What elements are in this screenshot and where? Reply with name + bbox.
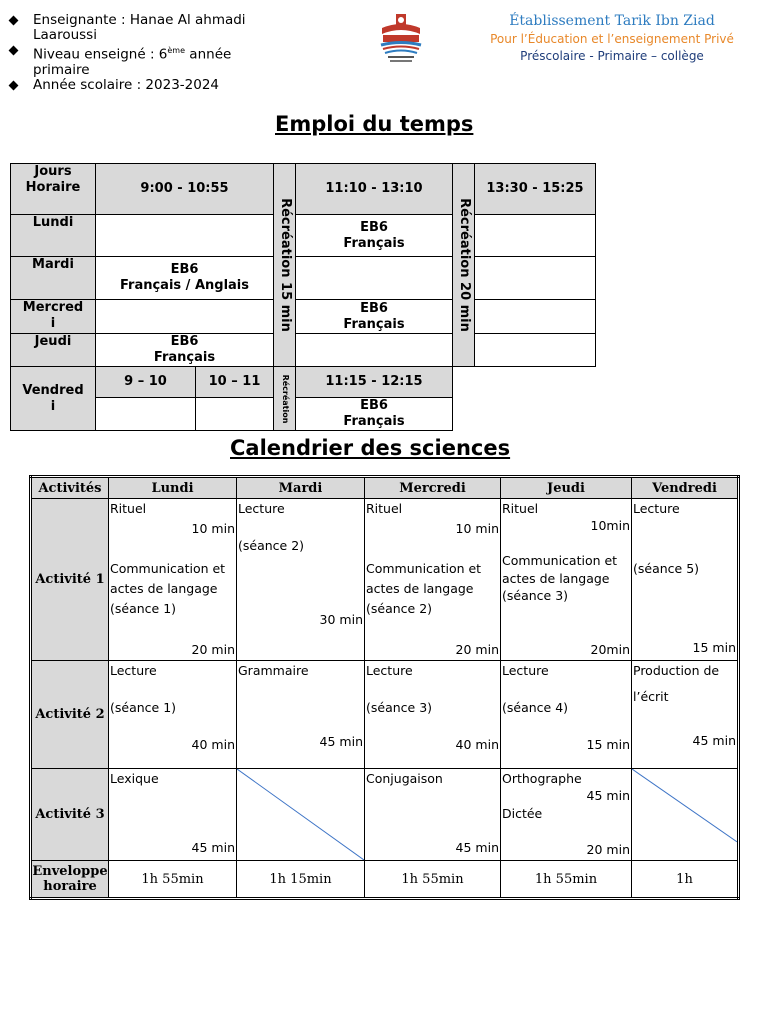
a3-wed-d1: 45 min xyxy=(455,840,499,855)
a3-thu-d2: 20 min xyxy=(586,842,630,857)
corner-jours: Jours xyxy=(34,164,72,179)
envelope-jeudi: 1h 55min xyxy=(501,861,632,899)
school-logo-icon xyxy=(378,14,424,70)
activity-3-row xyxy=(31,769,739,861)
header-mercredi: Mercredi xyxy=(365,477,501,499)
corner-header xyxy=(11,164,96,215)
a3-mon-d1: 45 min xyxy=(191,840,235,855)
a2-wed-t2: (séance 3) xyxy=(366,700,433,715)
a2-tue-d1: 45 min xyxy=(319,734,363,749)
cell-jeudi-2 xyxy=(296,334,453,367)
a1-thu-t3: actes de langage xyxy=(502,571,610,586)
envelope-vendredi: 1h xyxy=(632,861,739,899)
info-year xyxy=(10,78,280,93)
a1-mon-t4: (séance 1) xyxy=(110,601,177,616)
a3-thu-d1: 45 min xyxy=(586,788,630,803)
envelope-label-1: Enveloppe xyxy=(32,864,108,879)
a2-mardi xyxy=(237,661,365,769)
cell-mardi-2 xyxy=(296,257,453,300)
envelope-label xyxy=(31,861,109,899)
day-vendredi-a: Vendred xyxy=(22,382,84,398)
day-mercredi-a: Mercred xyxy=(22,300,84,315)
a1-mon-d2: 20 min xyxy=(191,642,235,657)
fri-slot-3-header: 11:15 - 12:15 xyxy=(296,367,453,398)
break-15-label: Récréation 15 min xyxy=(277,198,293,332)
a1-mon-t3: actes de langage xyxy=(110,581,218,596)
class-code: EB6 xyxy=(360,300,388,316)
day-mercredi xyxy=(11,300,96,334)
a2-wed-d1: 40 min xyxy=(455,737,499,752)
empty-area xyxy=(453,398,596,431)
a2-wed-t1: Lecture xyxy=(366,663,413,678)
a2-mercredi xyxy=(365,661,501,769)
teacher-name: Enseignante : Hanae Al ahmadi Laaroussi xyxy=(33,12,246,43)
timetable-title: Emploi du temps xyxy=(275,112,474,136)
a1-lundi xyxy=(109,499,237,661)
a1-fri-t1: Lecture xyxy=(633,501,680,516)
a2-thu-t1: Lecture xyxy=(502,663,549,678)
diagonal-line-icon xyxy=(632,769,737,860)
activity-3-label: Activité 3 xyxy=(31,769,109,861)
a2-thu-t2: (séance 4) xyxy=(502,700,569,715)
header-activites: Activités xyxy=(31,477,109,499)
school-subtitle: Pour l’Éducation et l’enseignement Privé xyxy=(490,32,734,46)
a1-mardi xyxy=(237,499,365,661)
a1-thu-d2: 20min xyxy=(590,642,630,657)
day-mercredi-b: i xyxy=(50,316,56,331)
header-mardi: Mardi xyxy=(237,477,365,499)
cell-mardi-1 xyxy=(96,257,274,300)
header-vendredi: Vendredi xyxy=(632,477,739,499)
diamond-bullet-icon xyxy=(9,16,19,26)
day-vendredi xyxy=(11,367,96,431)
cell-mardi-3 xyxy=(475,257,596,300)
diamond-bullet-icon xyxy=(9,80,19,90)
corner-horaire: Horaire xyxy=(25,180,81,195)
a3-wed-t1: Conjugaison xyxy=(366,771,443,786)
subject: Français xyxy=(343,316,405,332)
a2-thu-d1: 15 min xyxy=(586,737,630,752)
a1-tue-d1: 30 min xyxy=(319,612,363,627)
a2-mon-d1: 40 min xyxy=(191,737,235,752)
a1-tue-t1: Lecture xyxy=(238,501,285,516)
cell-jeudi-1 xyxy=(96,334,274,367)
science-calendar xyxy=(29,475,740,900)
a1-thu-t2: Communication et xyxy=(502,553,618,568)
info-teacher xyxy=(10,13,280,43)
cell-jeudi-3 xyxy=(475,334,596,367)
timetable xyxy=(10,163,596,431)
level-suffix: année primaire xyxy=(33,46,232,78)
a1-wed-t4: (séance 2) xyxy=(366,601,433,616)
fri-slot-1-header: 9 – 10 xyxy=(96,367,196,398)
a1-wed-t2: Communication et xyxy=(366,561,482,576)
cell-lundi-3 xyxy=(475,215,596,257)
break-15-column xyxy=(274,164,296,367)
a1-thu-t4: (séance 3) xyxy=(502,588,569,603)
school-heading xyxy=(478,12,746,64)
subject: Français / Anglais xyxy=(119,278,249,293)
a3-lundi xyxy=(109,769,237,861)
calendar-header-row xyxy=(31,477,739,499)
a1-mon-t1: Rituel xyxy=(110,501,147,516)
a3-mon-t1: Lexique xyxy=(110,771,159,786)
class-code: EB6 xyxy=(360,398,388,413)
a2-jeudi xyxy=(501,661,632,769)
break-20-column xyxy=(453,164,475,367)
a2-fri-t2: l’écrit xyxy=(633,689,669,704)
class-code: EB6 xyxy=(360,219,388,235)
a1-mon-t2: Communication et xyxy=(110,561,226,576)
fri-break-column xyxy=(274,367,296,431)
empty-area xyxy=(453,367,596,398)
a3-thu-t1: Orthographe xyxy=(502,771,582,786)
a1-tue-t2: (séance 2) xyxy=(238,538,305,553)
a3-mercredi xyxy=(365,769,501,861)
cell-lundi-1 xyxy=(96,215,274,257)
a2-fri-d1: 45 min xyxy=(692,733,736,748)
a1-fri-d1: 15 min xyxy=(692,640,736,655)
class-code: EB6 xyxy=(170,262,199,277)
cell-mercredi-1 xyxy=(96,300,274,334)
a1-vendredi xyxy=(632,499,739,661)
envelope-row xyxy=(31,861,739,899)
cell-vendredi-2 xyxy=(196,398,274,431)
cell-lundi-2 xyxy=(296,215,453,257)
activity-2-label: Activité 2 xyxy=(31,661,109,769)
school-levels: Préscolaire - Primaire – collège xyxy=(520,49,704,63)
day-lundi: Lundi xyxy=(11,215,96,257)
a2-tue-t1: Grammaire xyxy=(238,663,309,678)
envelope-mardi: 1h 15min xyxy=(237,861,365,899)
a2-fri-t1: Production de xyxy=(633,663,720,678)
cell-vendredi-3 xyxy=(296,398,453,431)
class-code: EB6 xyxy=(170,334,199,349)
activity-1-label: Activité 1 xyxy=(31,499,109,661)
cell-vendredi-1 xyxy=(96,398,196,431)
a2-lundi xyxy=(109,661,237,769)
fri-break-label: Récréation xyxy=(280,374,290,423)
subject: Français xyxy=(343,235,405,251)
subject: Français xyxy=(343,414,405,429)
a1-thu-t1: Rituel xyxy=(502,501,539,516)
a1-mon-d1: 10 min xyxy=(191,521,235,536)
day-jeudi: Jeudi xyxy=(11,334,96,367)
school-name: Établissement Tarik Ibn Ziad xyxy=(509,13,715,29)
fri-slot-2-header: 10 – 11 xyxy=(196,367,274,398)
a1-wed-t3: actes de langage xyxy=(366,581,474,596)
a3-thu-t2: Dictée xyxy=(502,806,543,821)
a1-jeudi xyxy=(501,499,632,661)
school-year: Année scolaire : 2023-2024 xyxy=(33,76,220,93)
a3-mardi-empty xyxy=(237,769,365,861)
teacher-info xyxy=(10,13,280,93)
a3-vendredi-empty xyxy=(632,769,739,861)
a1-fri-t2: (séance 5) xyxy=(633,561,700,576)
calendar-title: Calendrier des sciences xyxy=(230,436,511,460)
diagonal-line-icon xyxy=(237,769,364,860)
a1-mercredi xyxy=(365,499,501,661)
a1-wed-d1: 10 min xyxy=(455,521,499,536)
subject: Français xyxy=(153,350,216,365)
break-20-label: Récréation 20 min xyxy=(456,198,472,332)
cell-mercredi-2 xyxy=(296,300,453,334)
a2-mon-t2: (séance 1) xyxy=(110,700,177,715)
a1-wed-t1: Rituel xyxy=(366,501,403,516)
envelope-lundi: 1h 55min xyxy=(109,861,237,899)
envelope-label-2: horaire xyxy=(43,879,97,894)
level-prefix: Niveau enseigné : 6 xyxy=(33,46,168,63)
day-vendredi-b: i xyxy=(50,398,56,414)
slot-3-header: 13:30 - 15:25 xyxy=(475,164,596,215)
day-mardi: Mardi xyxy=(11,257,96,300)
activity-2-row xyxy=(31,661,739,769)
activity-1-row xyxy=(31,499,739,661)
header-jeudi: Jeudi xyxy=(501,477,632,499)
info-level xyxy=(10,43,280,78)
a2-mon-t1: Lecture xyxy=(110,663,157,678)
cell-mercredi-3 xyxy=(475,300,596,334)
header-lundi: Lundi xyxy=(109,477,237,499)
a2-vendredi xyxy=(632,661,739,769)
a1-thu-d1: 10min xyxy=(590,518,630,533)
a3-jeudi xyxy=(501,769,632,861)
diamond-bullet-icon xyxy=(9,46,19,56)
slot-1-header: 9:00 - 10:55 xyxy=(96,164,274,215)
a1-wed-d2: 20 min xyxy=(455,642,499,657)
slot-2-header: 11:10 - 13:10 xyxy=(296,164,453,215)
envelope-mercredi: 1h 55min xyxy=(365,861,501,899)
level-sup: ème xyxy=(167,46,186,55)
